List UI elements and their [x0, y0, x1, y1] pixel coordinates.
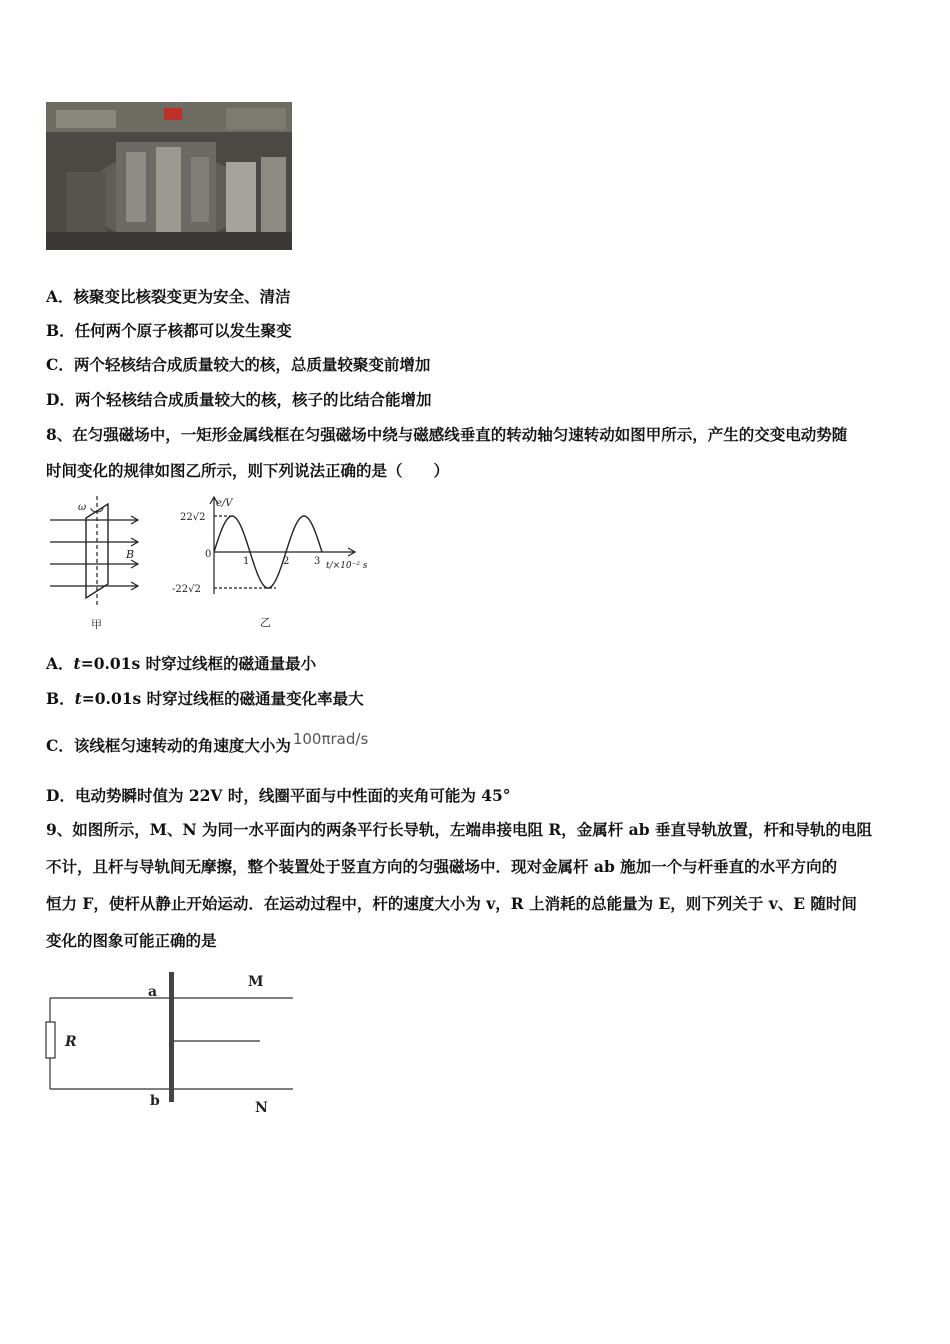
- label-n: N: [255, 1100, 268, 1116]
- q8-option-a: [46, 652, 316, 674]
- y-axis-label: e/V: [216, 498, 233, 509]
- q9-stem-line1: 9、如图所示，M、N 为同一水平面内的两条平行长导轨，左端串接电阻 R，金属杆 ab 垂直导轨放置，杆和导轨的电阻: [46, 820, 872, 839]
- q7-option-a: A．核聚变比核裂变更为安全、清洁: [46, 287, 291, 306]
- q8-option-b-var: t: [74, 689, 82, 708]
- resistor-r: [46, 1022, 55, 1058]
- figure-yi: [168, 494, 378, 634]
- q9-stem-line2: 不计，且杆与导轨间无摩擦，整个装置处于竖直方向的匀强磁场中．现对金属杆 ab 施加一个与杆垂直的水平方向的: [46, 857, 838, 876]
- metal-rod-ab: [169, 972, 174, 1102]
- label-a: a: [148, 984, 158, 1000]
- q8-option-b: [46, 687, 364, 709]
- q9-stem-line4: 变化的图象可能正确的是: [46, 931, 217, 950]
- q8-option-c: [46, 730, 369, 756]
- y-max-label: 22√2: [180, 512, 206, 523]
- q8-option-d: D．电动势瞬时值为 22V 时，线圈平面与中性面的夹角可能为 45°: [46, 786, 511, 805]
- q7-option-d: D．两个轻核结合成质量较大的核，核子的比结合能增加: [46, 390, 432, 409]
- figure-jia: [46, 496, 166, 631]
- q9-stem-line3: 恒力 F，使杆从静止开始运动．在运动过程中，杆的速度大小为 v，R 上消耗的总能量为 E，则下列关于 v、E 随时间: [46, 894, 857, 913]
- q8-option-b-text: =0.01s 时穿过线框的磁通量变化率最大: [81, 689, 364, 708]
- rail-circuit-figure: [40, 968, 310, 1118]
- label-b: b: [150, 1093, 160, 1109]
- q8-option-c-text: C．该线框匀速转动的角速度大小为: [46, 736, 291, 755]
- x-tick-3: 3: [314, 556, 321, 567]
- q8-option-a-prefix: A．: [46, 654, 74, 673]
- y-min-label: -22√2: [172, 584, 201, 595]
- figure-jia-caption: 甲: [91, 618, 102, 631]
- q8-option-b-prefix: B．: [46, 689, 75, 708]
- q8-stem-line1: 8、在匀强磁场中，一矩形金属线框在匀强磁场中绕与磁感线垂直的转动轴匀速转动如图甲所示，产生的交变电动势随: [46, 425, 848, 444]
- x-tick-1: 1: [243, 556, 250, 567]
- q8-option-a-var: t: [73, 654, 81, 673]
- fusion-device-photo: [46, 102, 292, 250]
- x-axis-label: t/×10⁻² s: [326, 561, 368, 571]
- q8-option-a-text: =0.01s 时穿过线框的磁通量最小: [80, 654, 317, 673]
- q8-stem-line2: 时间变化的规律如图乙所示，则下列说法正确的是（ ）: [46, 461, 450, 480]
- figure-yi-caption: 乙: [260, 616, 271, 629]
- x-tick-2: 2: [283, 556, 290, 567]
- q7-option-b: B．任何两个原子核都可以发生聚变: [46, 321, 292, 340]
- label-m: M: [248, 974, 264, 990]
- q7-option-c: C．两个轻核结合成质量较大的核，总质量较聚变前增加: [46, 355, 431, 374]
- origin-label: 0: [205, 549, 212, 560]
- omega-label: ω: [78, 502, 87, 513]
- q8-option-c-value: 100πrad/s: [292, 730, 369, 748]
- b-field-label: B: [126, 548, 135, 561]
- label-r: R: [65, 1034, 77, 1050]
